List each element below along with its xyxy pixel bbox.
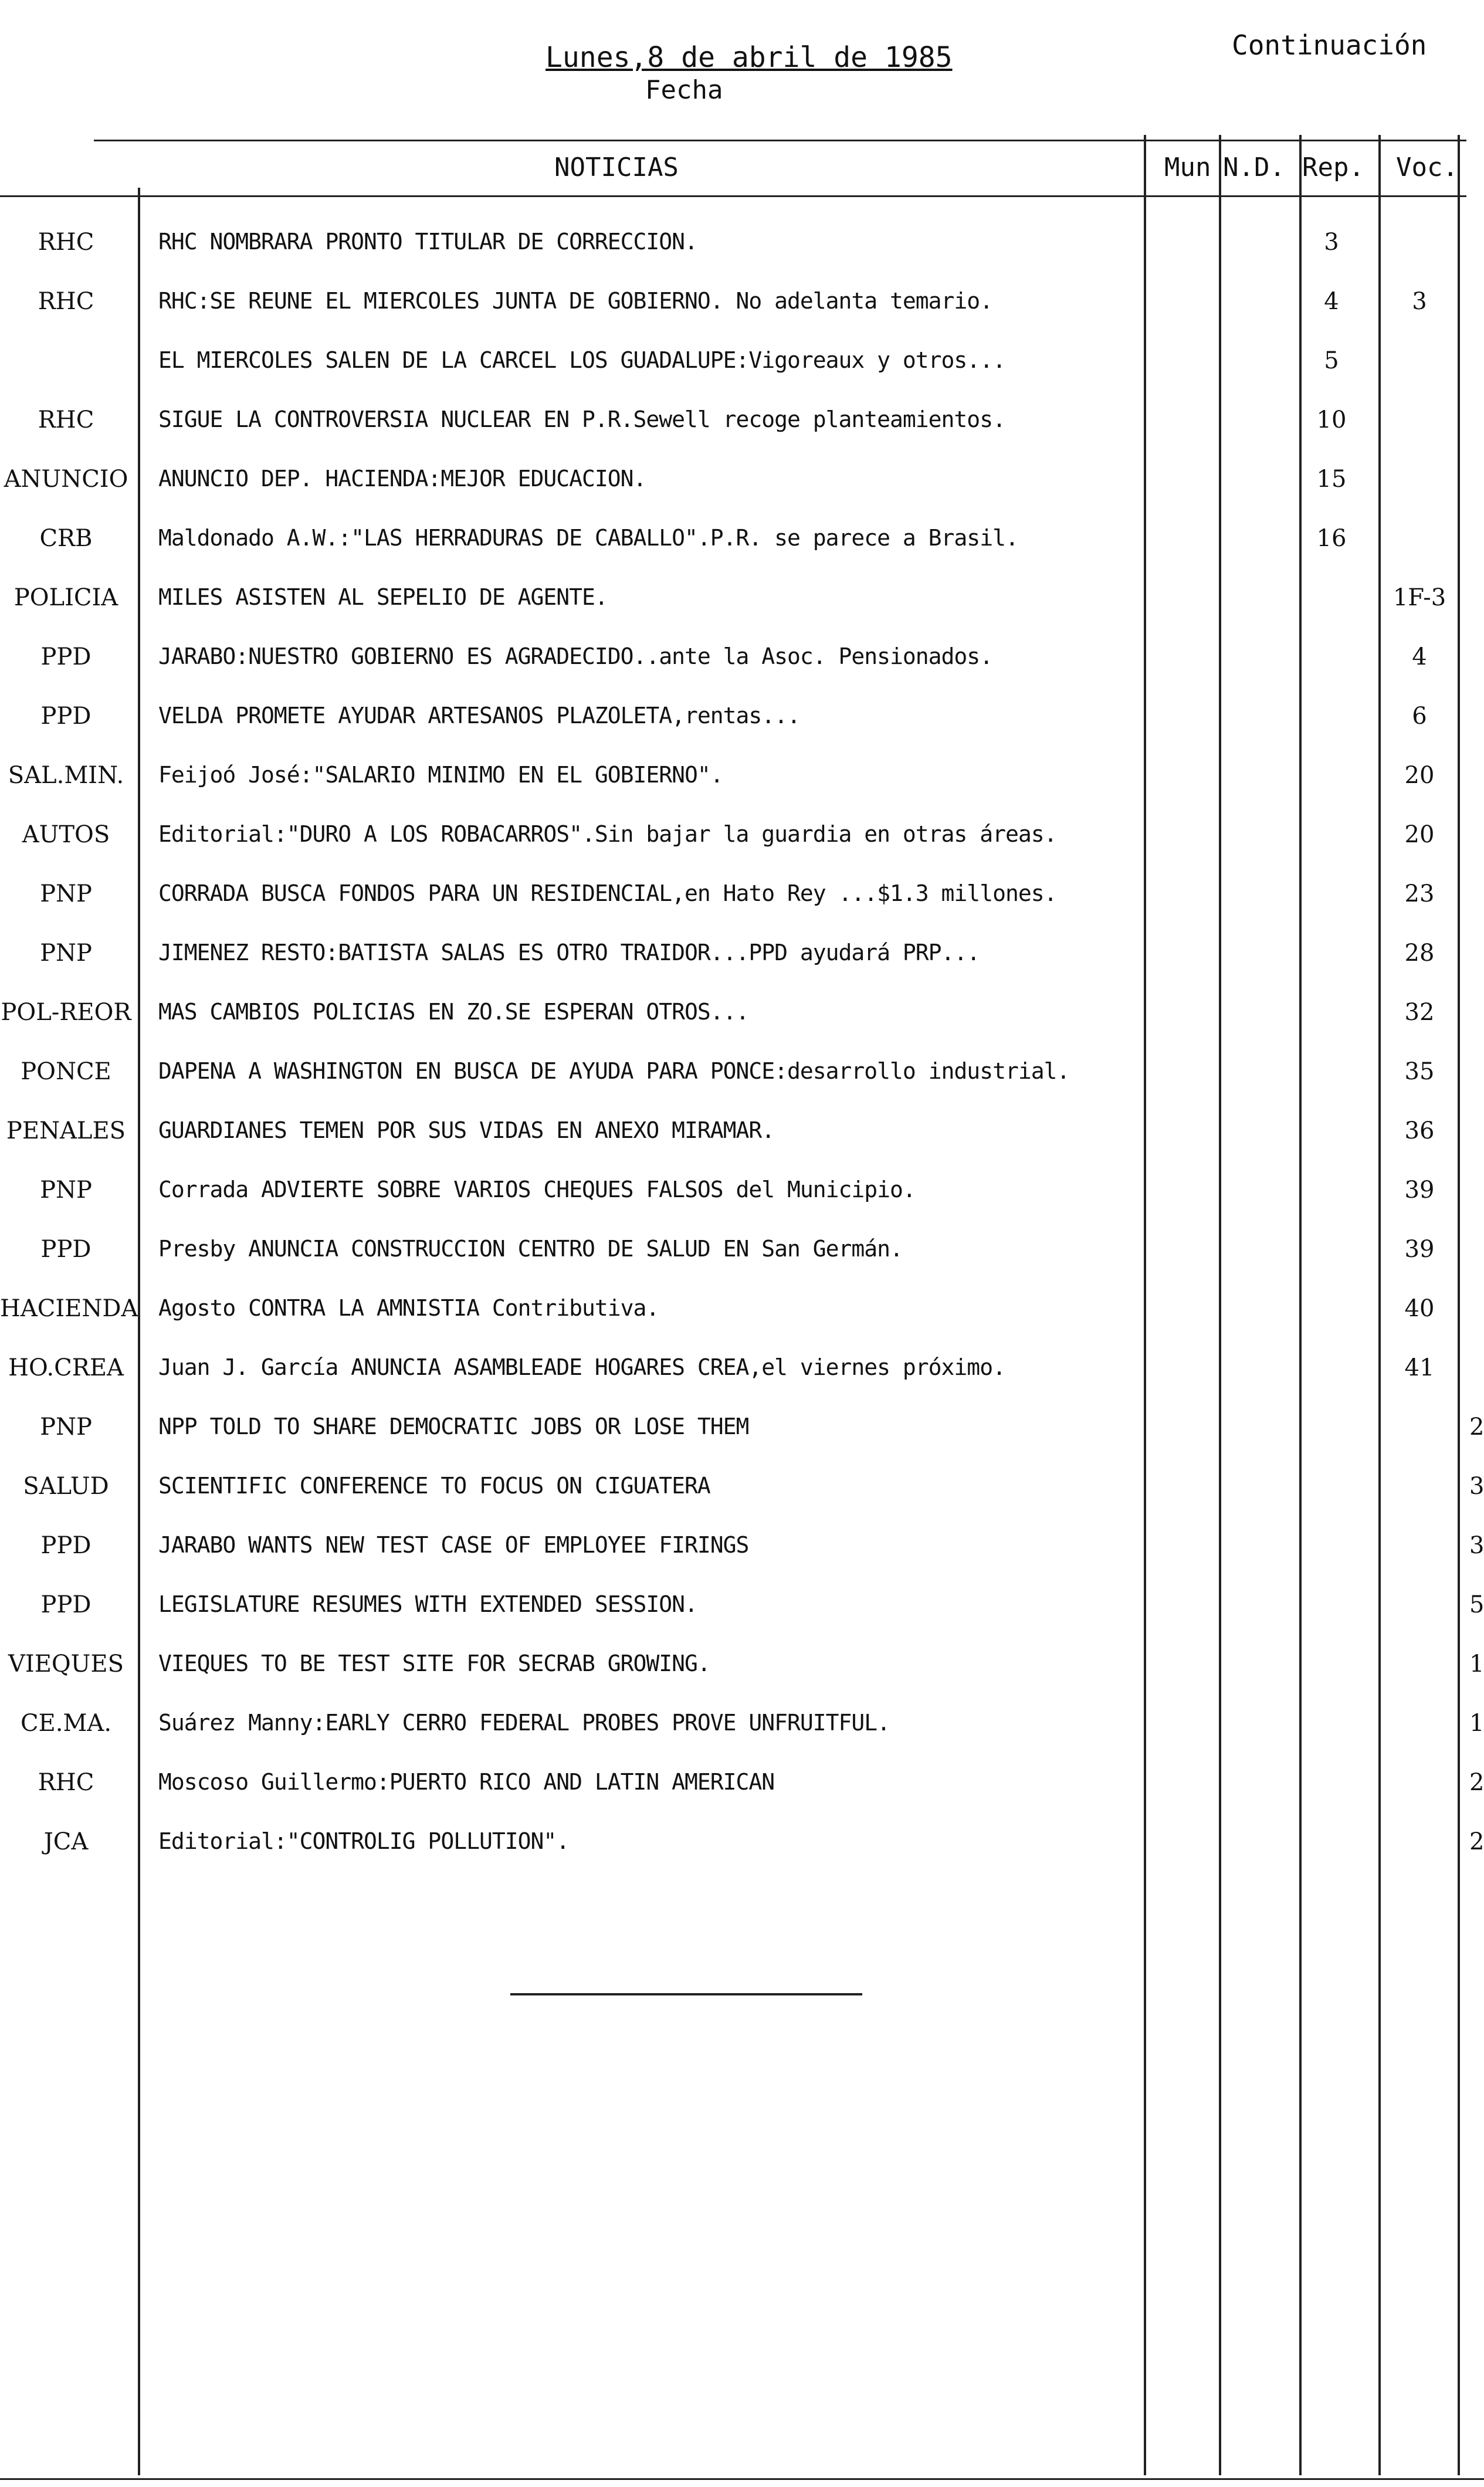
date-line: Lunes,8 de abril de 1985 — [546, 41, 953, 74]
edge-page: 2 — [1469, 1769, 1484, 1796]
category-label: RHC — [38, 1769, 94, 1796]
headline-text: Suárez Manny:EARLY CERRO FEDERAL PROBES PROVE UNFRUITFUL. — [158, 1710, 890, 1736]
category-label: ANUNCIO — [4, 466, 128, 493]
news-row — [0, 703, 1484, 755]
news-row — [0, 1769, 1484, 1822]
headline-text: SIGUE LA CONTROVERSIA NUCLEAR EN P.R.Sewell recoge planteamientos. — [158, 406, 1005, 432]
news-row — [0, 406, 1484, 459]
category-label: AUTOS — [22, 821, 110, 848]
category-label: PNP — [40, 1414, 92, 1441]
headline-text: JARABO WANTS NEW TEST CASE OF EMPLOYEE FIRINGS — [158, 1532, 749, 1558]
category-label: PPD — [40, 703, 92, 730]
news-row — [0, 1591, 1484, 1644]
edge-page: 2 — [1469, 1828, 1484, 1855]
category-label: CE.MA. — [20, 1710, 112, 1737]
headline-text: MILES ASISTEN AL SEPELIO DE AGENTE. — [158, 584, 608, 610]
rep-page: 10 — [1316, 406, 1347, 433]
rep-page: 15 — [1316, 466, 1347, 493]
news-row — [0, 466, 1484, 519]
news-row — [0, 1473, 1484, 1526]
headline-text: Moscoso Guillermo:PUERTO RICO AND LATIN AMERICAN — [158, 1769, 775, 1795]
headline-text: VELDA PROMETE AYUDAR ARTESANOS PLAZOLETA,rentas... — [158, 703, 800, 729]
voc-page: 3 — [1412, 288, 1427, 315]
category-label: POLICIA — [13, 584, 118, 611]
voc-page: 20 — [1404, 762, 1435, 789]
category-label: PENALES — [6, 1117, 126, 1144]
headline-text: VIEQUES TO BE TEST SITE FOR SECRAB GROWING. — [158, 1651, 710, 1676]
category-label: RHC — [38, 229, 94, 256]
header-top-rule — [94, 140, 1466, 141]
mun-column-header: Mun — [1164, 153, 1211, 182]
rep-page: 5 — [1324, 347, 1339, 374]
rep-page: 4 — [1324, 288, 1339, 315]
category-label: RHC — [38, 406, 94, 433]
headline-text: ANUNCIO DEP. HACIENDA:MEJOR EDUCACION. — [158, 466, 646, 492]
category-label: PONCE — [21, 1058, 111, 1085]
headline-text: JIMENEZ RESTO:BATISTA SALAS ES OTRO TRAIDOR...PPD ayudará PRP... — [158, 940, 980, 965]
news-row — [0, 762, 1484, 815]
page-bottom-rule — [0, 2478, 1484, 2480]
voc-page: 23 — [1404, 880, 1435, 907]
news-row — [0, 880, 1484, 933]
category-label: PPD — [40, 643, 92, 670]
headline-text: LEGISLATURE RESUMES WITH EXTENDED SESSION. — [158, 1591, 697, 1617]
noticias-column-header: NOTICIAS — [554, 153, 679, 182]
headline-text: CORRADA BUSCA FONDOS PARA UN RESIDENCIAL,en Hato Rey ...$1.3 millones. — [158, 880, 1057, 906]
headline-text: Presby ANUNCIA CONSTRUCCION CENTRO DE SALUD EN San Germán. — [158, 1236, 903, 1262]
voc-page: 20 — [1404, 821, 1435, 848]
headline-text: RHC:SE REUNE EL MIERCOLES JUNTA DE GOBIERNO. No adelanta temario. — [158, 288, 993, 314]
headline-text: Feijoó José:"SALARIO MINIMO EN EL GOBIERNO". — [158, 762, 723, 788]
news-row — [0, 1651, 1484, 1703]
news-row — [0, 584, 1484, 637]
news-row — [0, 1058, 1484, 1111]
news-row — [0, 643, 1484, 696]
news-row — [0, 347, 1484, 400]
voc-page: 40 — [1404, 1295, 1435, 1322]
news-row — [0, 821, 1484, 874]
headline-text: Editorial:"CONTROLIG POLLUTION". — [158, 1828, 570, 1854]
rep-page: 3 — [1324, 229, 1339, 256]
category-label: PNP — [40, 940, 92, 967]
category-label: HO.CREA — [8, 1354, 124, 1381]
category-label: PPD — [40, 1591, 92, 1618]
headline-text: Agosto CONTRA LA AMNISTIA Contributiva. — [158, 1295, 659, 1321]
headline-text: EL MIERCOLES SALEN DE LA CARCEL LOS GUADALUPE:Vigoreaux y otros... — [158, 347, 1005, 373]
category-label: SAL.MIN. — [8, 762, 124, 789]
category-label: HACIENDA — [0, 1295, 138, 1322]
headline-text: MAS CAMBIOS POLICIAS EN ZO.SE ESPERAN OTROS... — [158, 999, 749, 1025]
voc-column-header: Voc. — [1396, 153, 1458, 182]
voc-page: 28 — [1404, 940, 1435, 967]
headline-text: NPP TOLD TO SHARE DEMOCRATIC JOBS OR LOSE THEM — [158, 1414, 749, 1439]
news-row — [0, 999, 1484, 1052]
rep-page: 16 — [1316, 525, 1347, 552]
news-row — [0, 1532, 1484, 1585]
headline-text: DAPENA A WASHINGTON EN BUSCA DE AYUDA PARA PONCE:desarrollo industrial. — [158, 1058, 1070, 1084]
voc-page: 41 — [1404, 1354, 1435, 1381]
news-row — [0, 288, 1484, 341]
date-label: Fecha — [645, 75, 723, 105]
headline-text: SCIENTIFIC CONFERENCE TO FOCUS ON CIGUATERA — [158, 1473, 710, 1499]
rep-column-header: Rep. — [1302, 153, 1364, 182]
continuation-label: Continuación — [1232, 29, 1427, 61]
news-row — [0, 1354, 1484, 1407]
news-row — [0, 1828, 1484, 1881]
category-label: SALUD — [23, 1473, 109, 1500]
voc-page: 36 — [1404, 1117, 1435, 1144]
headline-text: Juan J. García ANUNCIA ASAMBLEADE HOGARES CREA,el viernes próximo. — [158, 1354, 1005, 1380]
headline-text: Corrada ADVIERTE SOBRE VARIOS CHEQUES FALSOS del Municipio. — [158, 1177, 916, 1202]
news-row — [0, 1236, 1484, 1289]
edge-page: 3 — [1469, 1532, 1484, 1559]
category-label: JCA — [43, 1828, 89, 1855]
category-label: PPD — [40, 1236, 92, 1263]
headline-text: RHC NOMBRARA PRONTO TITULAR DE CORRECCION. — [158, 229, 697, 255]
news-row — [0, 1414, 1484, 1466]
headline-text: GUARDIANES TEMEN POR SUS VIDAS EN ANEXO MIRAMAR. — [158, 1117, 775, 1143]
news-row — [0, 525, 1484, 578]
headline-text: JARABO:NUESTRO GOBIERNO ES AGRADECIDO..ante la Asoc. Pensionados. — [158, 643, 993, 669]
header-bottom-rule — [0, 195, 1466, 197]
voc-page: 32 — [1404, 999, 1435, 1026]
category-label: PNP — [40, 1177, 92, 1204]
category-label: VIEQUES — [8, 1651, 124, 1678]
nd-column-header: N.D. — [1223, 153, 1285, 182]
news-row — [0, 229, 1484, 282]
voc-page: 39 — [1404, 1177, 1435, 1204]
voc-page: 39 — [1404, 1236, 1435, 1263]
edge-page: 3 — [1469, 1473, 1484, 1500]
news-row — [0, 1177, 1484, 1229]
headline-text: Maldonado A.W.:"LAS HERRADURAS DE CABALLO".P.R. se parece a Brasil. — [158, 525, 1018, 551]
voc-page: 4 — [1412, 643, 1427, 670]
headline-text: Editorial:"DURO A LOS ROBACARROS".Sin bajar la guardia en otras áreas. — [158, 821, 1057, 847]
news-row — [0, 1117, 1484, 1170]
edge-page: 1 — [1469, 1651, 1484, 1678]
category-label: PPD — [40, 1532, 92, 1559]
edge-page: 5 — [1469, 1591, 1484, 1618]
category-label: POL-REOR — [1, 999, 131, 1026]
edge-page: 1 — [1469, 1710, 1484, 1737]
category-label: PNP — [40, 880, 92, 907]
voc-page: 35 — [1404, 1058, 1435, 1085]
category-label: CRB — [39, 525, 93, 552]
end-separator-line — [510, 1993, 862, 1995]
voc-page: 1F-3 — [1392, 584, 1446, 611]
voc-page: 6 — [1412, 703, 1427, 730]
category-label: RHC — [38, 288, 94, 315]
news-row — [0, 1710, 1484, 1763]
news-row — [0, 1295, 1484, 1348]
news-row — [0, 940, 1484, 992]
edge-page: 2 — [1469, 1414, 1484, 1441]
